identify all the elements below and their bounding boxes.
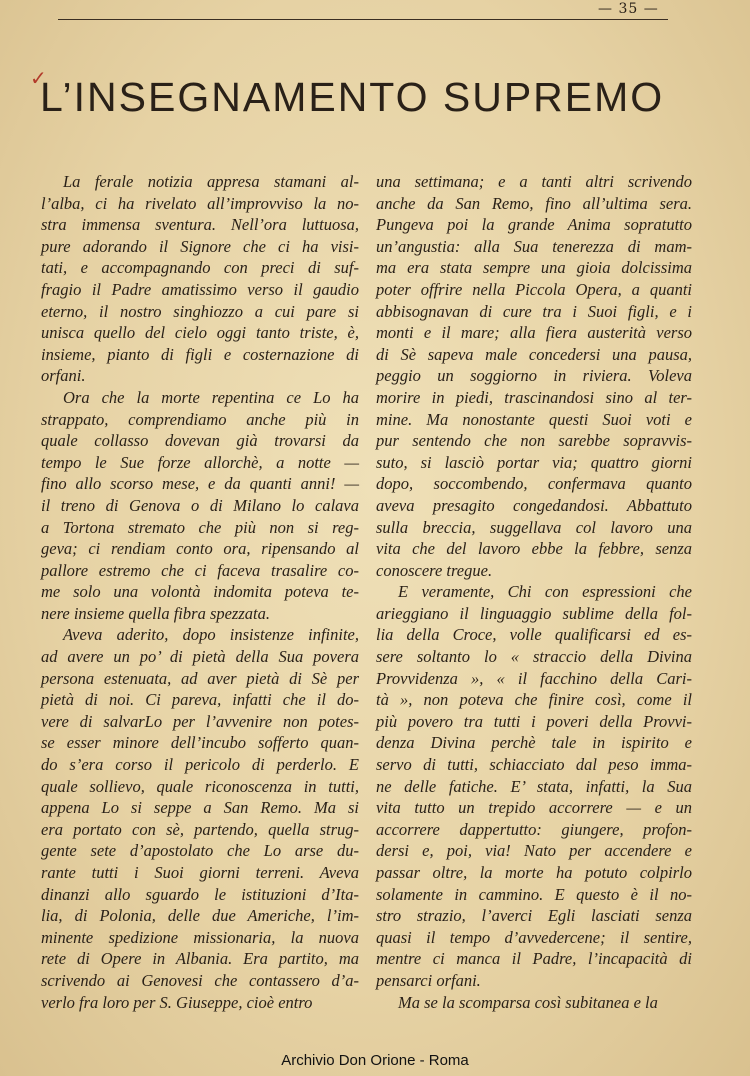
text-line: denza Divina perchè tale in ispirito e	[376, 733, 692, 753]
text-line: quasi il tempo d’avvedercene; il sentire,	[376, 927, 692, 947]
text-line: verlo fra loro per S. Giuseppe, cioè entro	[41, 992, 313, 1012]
text-line: sere soltanto lo « straccio della Divina	[376, 647, 692, 667]
text-line: pensarci orfani.	[376, 970, 481, 990]
text-line: geva; ci rendiam conto ora, ripensando al	[41, 539, 359, 559]
text-line: Provvidenza », « il facchino della Cari-	[376, 668, 692, 688]
text-line: pure adorando il Signore che ci ha visi-	[41, 236, 359, 256]
text-line: vita che del lavoro ebbe la febbre, senza	[376, 539, 692, 559]
text-line: accorrere dappertutto: giungere, profon-	[376, 819, 692, 839]
text-line: conoscere tregue.	[376, 560, 493, 580]
text-line: quale collasso dovevan già trovarsi da	[41, 431, 359, 451]
text-line: morire in piedi, trascinandosi sino al ter-	[376, 387, 692, 407]
header-rule	[58, 19, 668, 20]
paragraph	[376, 171, 692, 581]
text-line: a Tortona stremato che più non si reg-	[41, 517, 359, 537]
text-line: persona estenuata, ad aver pietà di Sè per	[41, 668, 359, 688]
text-line: arieggiano il linguaggio sublime della fol-	[376, 603, 692, 623]
text-line: sulla breccia, suggellava col lavoro una	[376, 517, 692, 537]
text-line: più povero tra tutti i poveri della Provvi-	[376, 711, 692, 731]
text-line: Ora che la morte repentina ce Lo ha	[63, 387, 359, 407]
text-line: ad avere un po’ di pietà della Sua povera	[41, 647, 359, 667]
text-line: nere insieme quella fibra spezzata.	[41, 603, 270, 623]
text-line: l’alba, ci ha rivelato all’improvviso la no-	[41, 193, 359, 213]
left-column	[41, 171, 359, 1013]
text-line: Pungeva poi la grande Anima sopratutto	[376, 215, 692, 235]
text-line: tà », non poteva che finire così, come il	[376, 690, 692, 710]
text-line: strappato, comprendiamo anche più in	[41, 409, 359, 429]
text-line: stro strazio, l’averci Egli lasciati senza	[376, 906, 692, 926]
text-line: vita tutto un trepido accorrere — e un	[376, 798, 692, 818]
text-line: anche da San Remo, fino all’ultima sera.	[376, 193, 692, 213]
text-line: pallore estremo che ci faceva trasalire co-	[41, 560, 359, 580]
text-line: rete di Opere in Albania. Era partito, ma	[41, 949, 359, 969]
text-line: servo di tutti, schiacciato dal peso imma-	[376, 755, 692, 775]
text-line: insieme, pianto di figli e costernazione di	[41, 344, 359, 364]
text-line: solamente in cammino. E questo è il no-	[376, 884, 692, 904]
text-line: ma era stata sempre una gioia dolcissima	[376, 258, 692, 278]
text-line: poter offrire nella Piccola Opera, a quanti	[376, 279, 692, 299]
text-line: gente sete d’apostolato che Lo arse du-	[41, 841, 359, 861]
text-line: dopo, soccombendo, confermava quanto	[376, 474, 692, 494]
text-line: do s’era corso il pericolo di perderlo. E	[41, 755, 359, 775]
text-line: era portato con sè, partendo, quella strug-	[41, 819, 359, 839]
text-line: orfani.	[41, 366, 86, 386]
paragraph	[376, 581, 692, 991]
text-line: lia, di Polonia, delle due Americhe, l’im-	[41, 906, 359, 926]
text-line: abbisognavan di cure tra i Suoi figli, e i	[376, 301, 692, 321]
text-line: mine. Ma nonostante questi Suoi voti e	[376, 409, 692, 429]
text-line: appena Lo si seppe a San Remo. Ma si	[41, 798, 359, 818]
text-line: tempo le Sue forze allorchè, a notte —	[41, 452, 359, 472]
text-line: ne delle fatiche. E’ stata, infatti, la Sua	[376, 776, 692, 796]
paragraph	[41, 624, 359, 1013]
text-line: vere di salvarLo per l’avvenire non potes-	[41, 711, 359, 731]
text-line: se esser minore dell’incubo sofferto quan-	[41, 733, 359, 753]
text-line: suto, si lasciò portar via; quattro giorni	[376, 452, 692, 472]
text-line: eterno, il nostro singhiozzo a cui pare si	[41, 301, 359, 321]
article-title: L’INSEGNAMENTO SUPREMO	[40, 74, 665, 120]
title-pen-mark: ✓	[30, 68, 47, 90]
text-line: fino allo scorso mese, e da quanti anni! —	[41, 474, 359, 494]
text-line: peggio un soggiorno in riviera. Voleva	[376, 366, 692, 386]
text-line: unisca quello del cielo oggi tanto triste, è,	[41, 323, 359, 343]
text-line: E veramente, Chi con espressioni che	[398, 582, 692, 602]
text-line: rante tutti i Suoi giorni terreni. Aveva	[41, 863, 359, 882]
text-line: Ma se la scomparsa così subitanea e la	[398, 992, 658, 1012]
text-line: mentre ci manca il Padre, l’incapacità di	[376, 949, 692, 969]
text-line: di Sè sapeva male concedersi una pausa,	[376, 344, 692, 364]
right-column	[376, 171, 692, 1013]
text-line: una settimana; e a tanti altri scrivendo	[376, 172, 692, 191]
text-line: minente spedizione missionaria, la nuova	[41, 927, 359, 947]
text-line: lia della Croce, volle qualificarsi ed es-	[376, 625, 692, 645]
text-line: La ferale notizia appresa stamani al-	[63, 172, 359, 191]
paragraph	[41, 387, 359, 625]
text-line: passar oltre, la morte ha potuto colpirlo	[376, 863, 692, 882]
text-line: pietà di noi. Ci pareva, infatti che il do-	[41, 690, 359, 710]
text-line: quale sollievo, quale riconoscenza in tutti,	[41, 776, 359, 796]
text-line: tati, e accompagnando con preci di suf-	[41, 258, 359, 278]
text-line: stra immensa sventura. Nell’ora luttuosa,	[41, 215, 359, 235]
text-line: fragio il Padre amatissimo verso il gaudio	[41, 279, 359, 299]
text-line: dinanzi allo sguardo le istituzioni d’Ita-	[41, 884, 359, 904]
text-line: Aveva aderito, dopo insistenze infinite,	[63, 625, 359, 645]
text-line: un’angustia: alla Sua tenerezza di mam-	[376, 236, 692, 256]
text-line: pur sentendo che non sarebbe sopravvis-	[376, 431, 692, 451]
paragraph	[376, 992, 692, 1014]
text-line: il treno di Genova o di Milano lo calava	[41, 495, 359, 515]
text-line: aveva presagito congedandosi. Abbattuto	[376, 495, 692, 515]
text-line: monti e il mare; alla fiera austerità verso	[376, 323, 692, 343]
archive-footer: Archivio Don Orione - Roma	[281, 1052, 469, 1069]
text-line: dersi e, poi, via! Nato per accendere e	[376, 841, 692, 861]
page-number: — 35 —	[598, 1, 659, 17]
text-line: me solo una volontà indomita poteva te-	[41, 582, 359, 602]
paragraph	[41, 171, 359, 387]
text-line: scrivendo ai Genovesi che contassero d’a-	[41, 970, 359, 990]
